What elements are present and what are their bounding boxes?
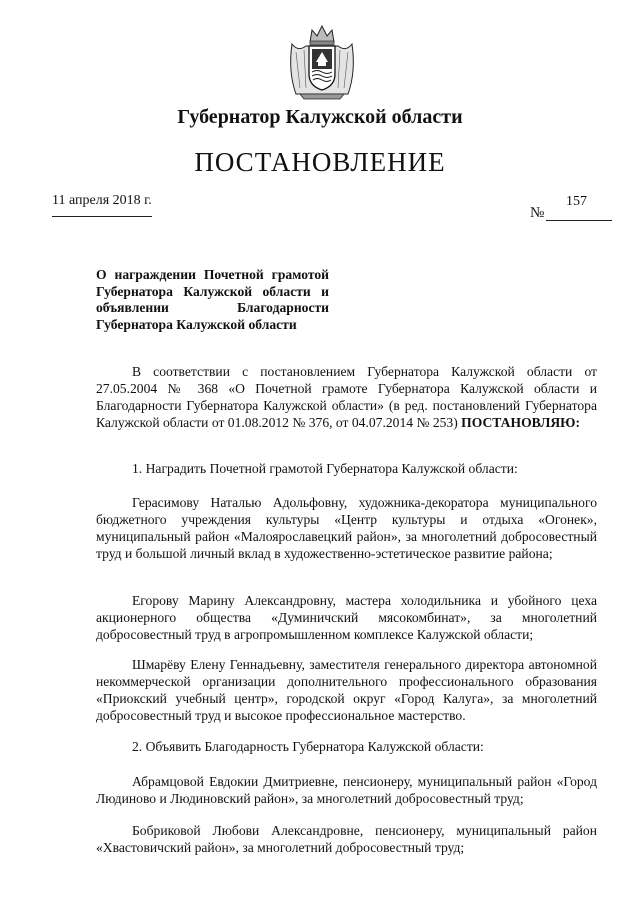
awardee-1: Герасимову Наталью Адольфовну, художника-декоратора муниципального бюджетного учреждения культуры «Центр культуры и отдыха «Огонек», муниципальный район «Малоярославецкий район», за многолетний добросовестный труд и большой личный вклад в художественно-эстетическое развитие района; bbox=[96, 495, 597, 561]
document-number: 157 bbox=[566, 194, 587, 209]
awardee-2: Егорову Марину Александровну, мастера холодильника и убойного цеха акционерного общества «Думиничский мясокомбинат», за многолетний добросовестный труд в агропромышленном комплексе Калужской области; bbox=[96, 593, 597, 642]
preamble-text: В соответствии с постановлением Губернатора Калужской области от 27.05.2004 № 368 «О Почетной грамоте Губернатора Калужской области и Благодарности Губернатора Калужской области» (в ред. постановлений Губернатора Калужской области от 01.08.2012 № 376, от 04.07.2014 № 253) bbox=[96, 364, 597, 430]
org-title: Губернатор Калужской области bbox=[177, 106, 463, 128]
thanked-2: Бобриковой Любови Александровне, пенсионеру, муниципальный район «Хвастовичский район», за многолетний добросовестный труд; bbox=[96, 823, 597, 855]
document-subject: О награждении Почетной грамотой Губернатора Калужской области и объявлении Благодарности Губернатора Калужской области bbox=[96, 267, 329, 333]
item-thanks: 2. Объявить Благодарность Губернатора Калужской области: bbox=[132, 739, 484, 754]
coat-of-arms-icon bbox=[286, 22, 358, 100]
document-type: ПОСТАНОВЛЕНИЕ bbox=[194, 147, 446, 177]
number-underline bbox=[546, 220, 612, 221]
preamble bbox=[96, 363, 597, 431]
document-date: 11 апреля 2018 г. bbox=[52, 193, 152, 208]
number-sign: № bbox=[530, 205, 545, 221]
decree-word: ПОСТАНОВЛЯЮ: bbox=[461, 415, 580, 430]
date-underline bbox=[52, 216, 152, 217]
awardee-3: Шмарёву Елену Геннадьевну, заместителя генерального директора автономной некоммерческой организации дополнительного профессионального образования «Приокский учебный центр», городской округ «Город Калуга», за многолетний добросовестный труд и высокое профессиональное мастерство. bbox=[96, 657, 597, 723]
item-award: 1. Наградить Почетной грамотой Губернатора Калужской области: bbox=[132, 461, 518, 476]
thanked-1: Абрамцовой Евдокии Дмитриевне, пенсионеру, муниципальный район «Город Людиново и Людиновский район», за многолетний добросовестный труд; bbox=[96, 774, 597, 806]
